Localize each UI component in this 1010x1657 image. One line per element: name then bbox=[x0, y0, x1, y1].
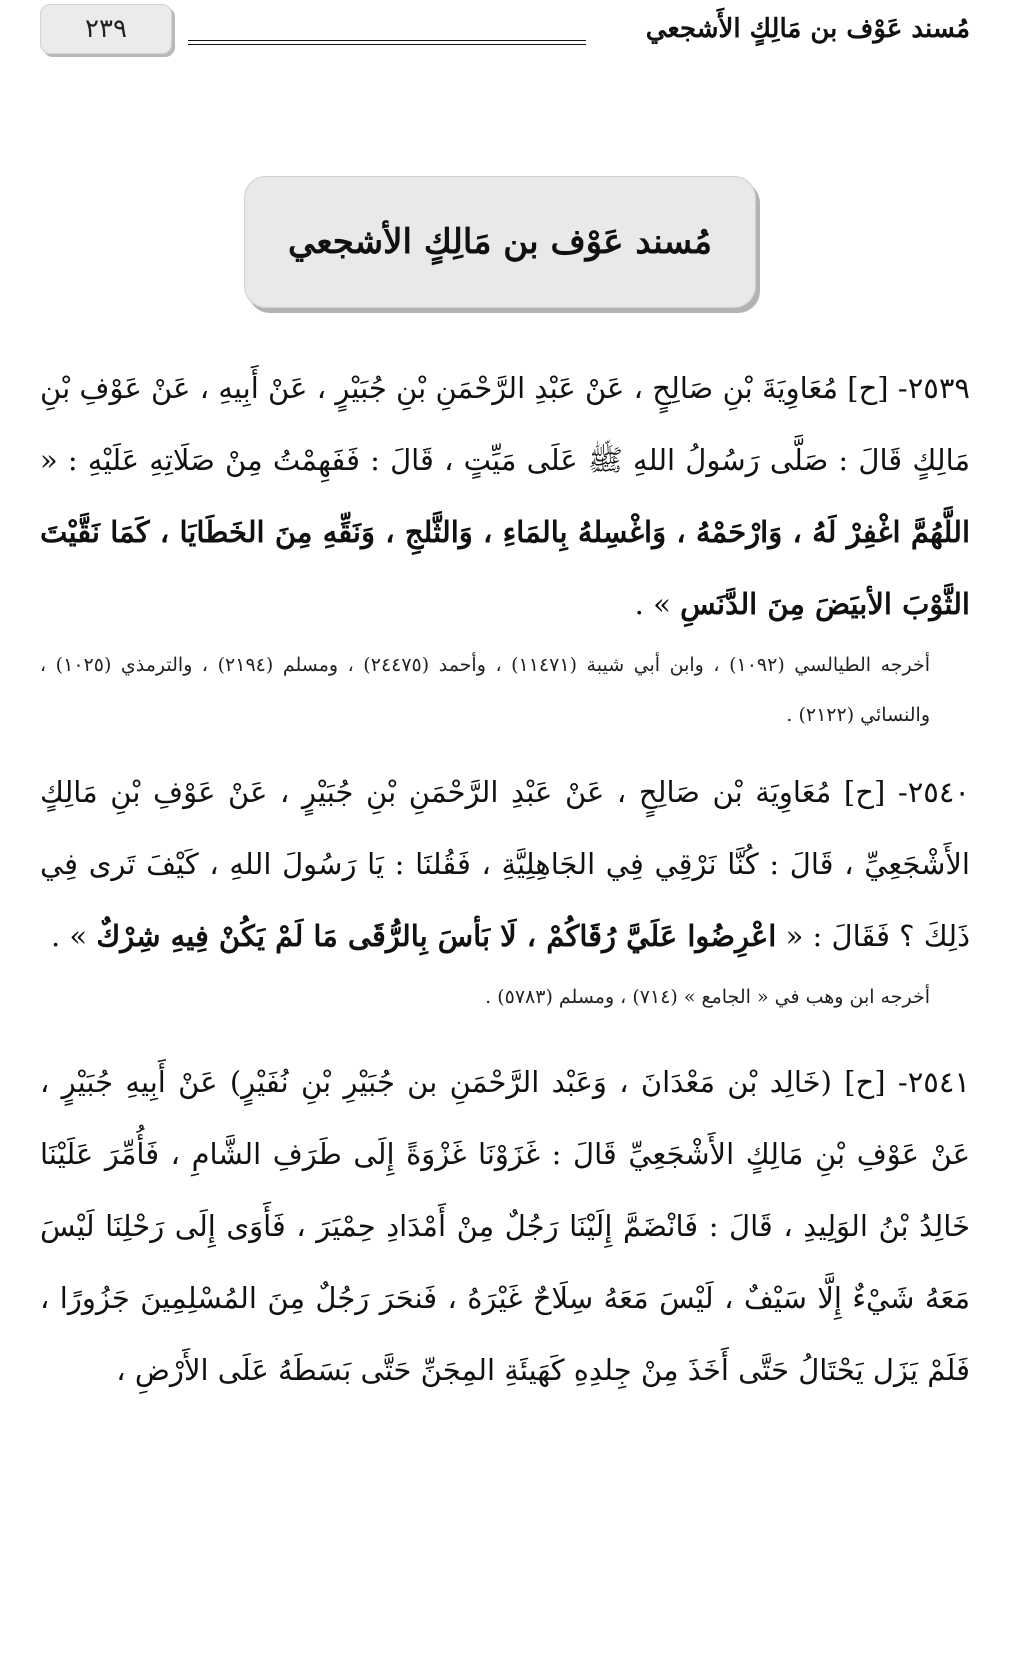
hadith-intro: مُعَاوِيَة بْن صَالِحٍ ، عَنْ عَبْدِ الرَّحْمَنِ بْنِ جُبَيْرٍ ، عَنْ عَوْفِ بْنِ مَالِكٍ الأَشْجَعِيِّ ، قَالَ : كُنَّا نَرْقِي فِي الجَاهِلِيَّةِ ، فَقُلنَا : يَا رَسُولَ اللهِ ، كَيْفَ تَرى فِي ذَلِكَ ؟ فَقَالَ : « bbox=[40, 775, 970, 953]
hadith-intro: (خَالِد بْن مَعْدَانَ ، وَعَبْد الرَّحْمَنِ بن جُبَيْرِ بْنِ نُفَيْرٍ) عَنْ أَبِيهِ جُبَيْرٍ ، عَنْ عَوْفِ بْنِ مَالِكٍ الأَشْجَعِيِّ قَالَ : غَزَوْنَا غَزْوَةً إِلَى طَرَفِ الشَّامِ ، فَأُمِّرَ عَلَيْنَا خَالِدُ بْنُ الوَلِيدِ ، قَالَ : فَانْضَمَّ إِلَيْنَا رَجُلٌ مِنْ أَمْدَادِ حِمْيَرَ ، فَأَوَى إِلَى رَحْلِنَا لَيْسَ مَعَهُ شَيْءٌ إِلَّا سَيْفٌ ، لَيْسَ مَعَهُ سِلَاحٌ غَيْرَهُ ، فَنحَرَ رَجُلٌ مِنَ المُسْلِمِينَ جَزُورًا ، فَلَمْ يَزَل يَحْتَالُ حَتَّى أَخَذَ مِنْ جِلدِهِ كَهَيئَةِ المِجَنِّ حَتَّى بَسَطَهُ عَلَى الأَرْضِ ، bbox=[40, 1065, 970, 1387]
source-note: أخرجه ابن وهب في « الجامع » (٧١٤) ، ومسلم (٥٧٨٣) . bbox=[485, 986, 930, 1008]
hadith-2539 bbox=[40, 352, 970, 640]
hadith-closing: » . bbox=[634, 587, 671, 621]
hadith-intro: مُعَاوِيَةَ بْنِ صَالِحٍ ، عَنْ عَبْدِ الرَّحْمَنِ بْنِ جُبَيْرٍ ، عَنْ أَبِيهِ ، عَنْ عَوْفِ بْنِ مَالِكٍ قَالَ : صَلَّى رَسُولُ اللهِ ﷺ عَلَى مَيِّتٍ ، قَالَ : فَفَهِمْتُ مِنْ صَلَاتِهِ عَلَيْهِ : « bbox=[40, 371, 970, 477]
hadith-quote: اعْرِضُوا عَلَيَّ رُقَاكُمْ ، لَا بَأسَ بِالرُّقَى مَا لَمْ يَكُنْ فِيهِ شِرْكٌ bbox=[96, 919, 777, 953]
header-rule bbox=[188, 40, 586, 45]
page-number-tab bbox=[40, 4, 172, 54]
hadith-number: ٢٥٤١- [ح] bbox=[844, 1065, 971, 1099]
hadith-2541 bbox=[40, 1046, 970, 1406]
section-title: مُسند عَوْف بن مَالِكٍ الأشجعي bbox=[287, 222, 713, 262]
running-header-title: مُسند عَوْف بن مَالِكٍ الأَشجعي bbox=[645, 14, 970, 44]
section-title-box bbox=[244, 176, 756, 308]
hadith-2540 bbox=[40, 756, 970, 972]
hadith-number: ٢٥٤٠- [ح] bbox=[843, 775, 970, 809]
source-note: أخرجه الطيالسي (١٠٩٢) ، وابن أبي شيبة (١١٤٧١) ، وأحمد (٢٤٤٧٥) ، ومسلم (٢١٩٤) ، والترمذي (١٠٢٥) ، والنسائي (٢١٢٢) . bbox=[40, 654, 931, 726]
page-number: ٢٣٩ bbox=[85, 14, 127, 44]
hadith-quote: اللَّهُمَّ اغْفِرْ لَهُ ، وَارْحَمْهُ ، وَاغْسِلهُ بِالمَاءِ ، وَالثَّلجِ ، وَنَقِّهِ مِنَ الخَطَايَا ، كَمَا نَقَّيْتَ الثَّوْبَ الأبيَضَ مِنَ الدَّنَسِ bbox=[40, 515, 970, 621]
hadith-closing: » . bbox=[50, 919, 88, 953]
page-body bbox=[40, 352, 970, 1406]
hadith-number: ٢٥٣٩- [ح] bbox=[847, 371, 971, 405]
